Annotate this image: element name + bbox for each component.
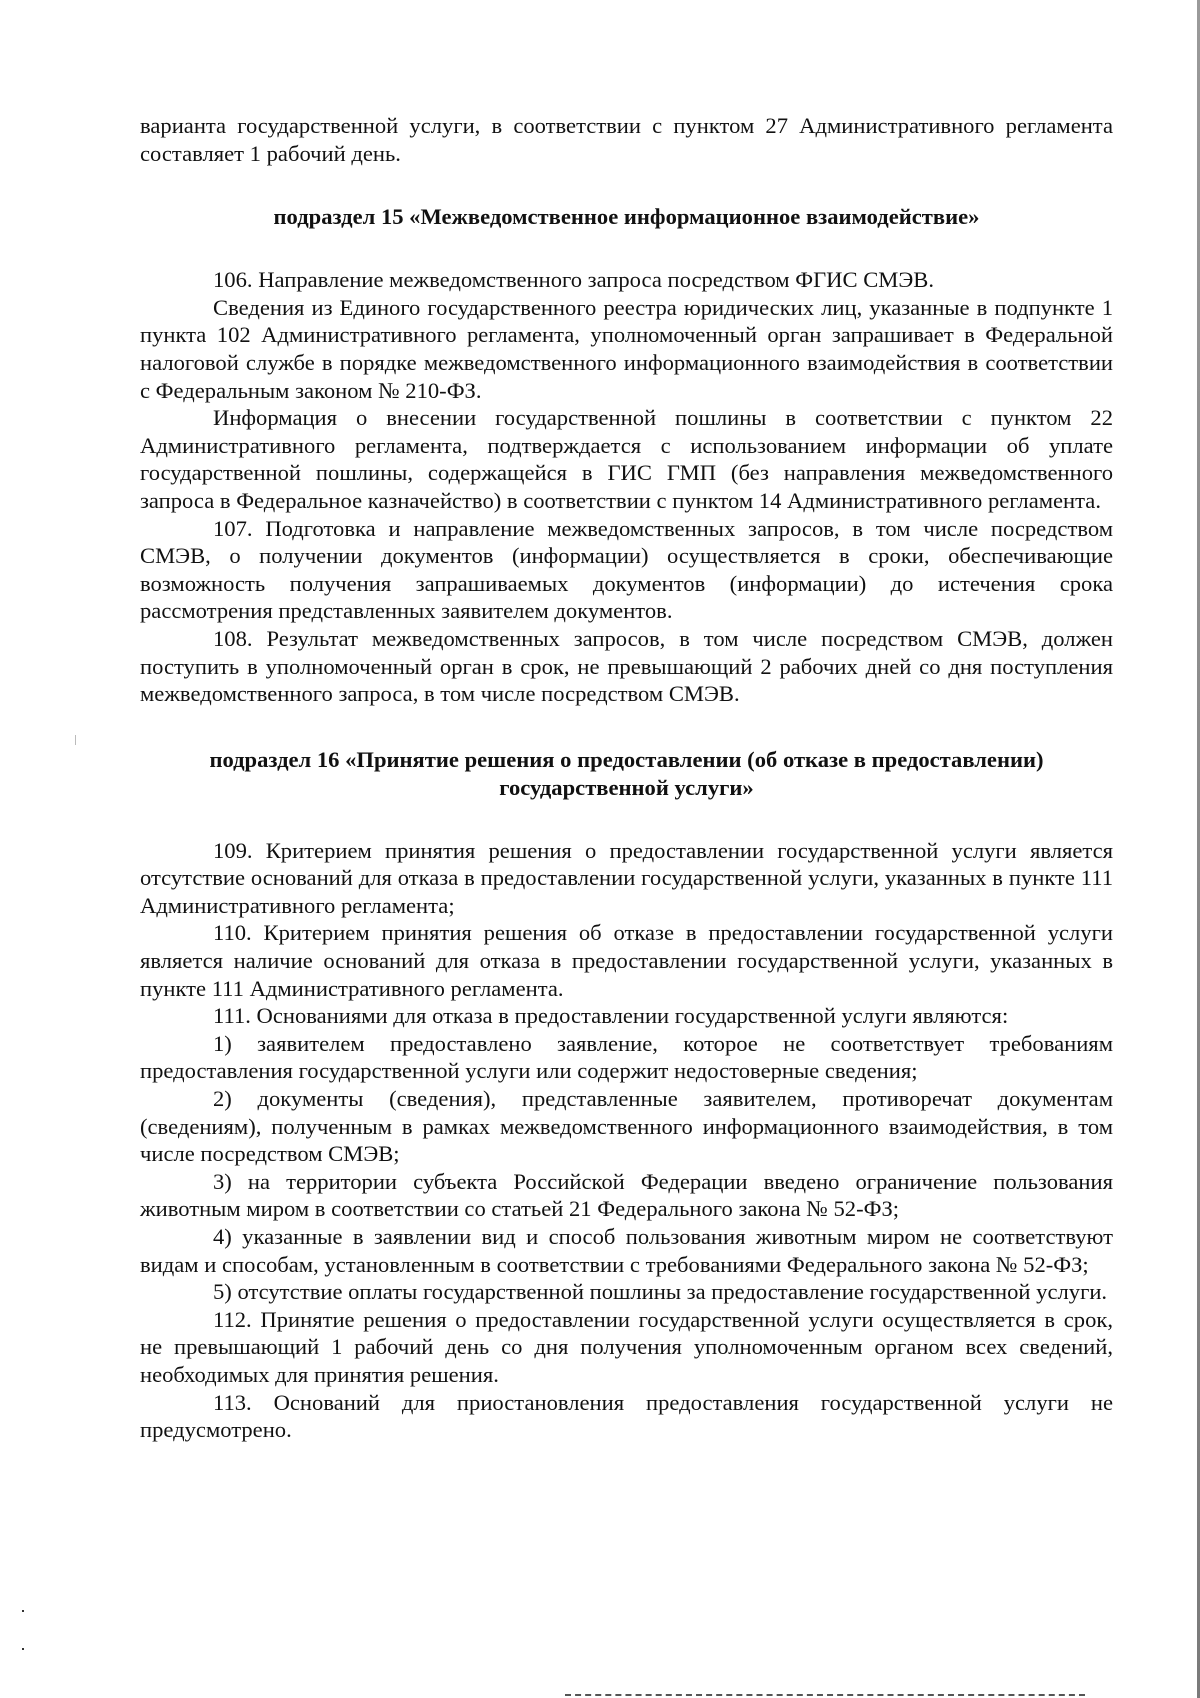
paragraph-106: 106. Направление межведомственного запроса посредством ФГИС СМЭВ. — [213, 267, 934, 293]
section-15-heading: подраздел 15 «Межведомственное информационное взаимодействие» — [273, 204, 980, 230]
paragraph-egrul-info: Сведения из Единого государственного реестра юридических лиц, указанные в подпункте 1 пункта 102 Административного регламента, уполномоченный орган запрашивает в Федеральной налоговой службе в порядке межведомственного информационного взаимодействия в соответствии с Федеральным законом № 210-ФЗ. — [140, 294, 1113, 403]
paragraph-108: 108. Результат межведомственных запросов, в том числе посредством СМЭВ, должен поступить в уполномоченный орган в срок, не превышающий 2 рабочих дней со дня поступления межведомственного запроса, в том числе посредством СМЭВ. — [140, 625, 1113, 707]
scan-dot — [22, 1648, 24, 1650]
paragraph-107: 107. Подготовка и направление межведомственных запросов, в том числе посредством СМЭВ, о получении документов (информации) осуществляется в сроки, обеспечивающие возможность получения запрашиваемых документов (информации) до истечения срока рассмотрения представленных заявителем документов. — [140, 515, 1113, 624]
section-16-heading-line-2: государственной услуги» — [499, 774, 754, 800]
paragraph-113: 113. Оснований для приостановления предоставления государственной услуги не предусмотрено. — [140, 1389, 1113, 1443]
section-16-heading — [140, 746, 1113, 802]
paragraph-111: 111. Основаниями для отказа в предоставлении государственной услуги являются: — [213, 1003, 1009, 1029]
document-page — [140, 112, 1113, 1444]
paragraph-110: 110. Критерием принятия решения об отказе в предоставлении государственной услуги является наличие оснований для отказа в предоставлении государственной услуги, указанных в пункте 111 Административного регламента. — [140, 920, 1113, 1001]
refusal-ground-2: 2) документы (сведения), представленные заявителем, противоречат документам (сведениям), полученным в рамках межведомственного информационного взаимодействия, в том числе посредством СМЭВ; — [140, 1086, 1113, 1167]
refusal-ground-1: 1) заявителем предоставлено заявление, которое не соответствует требованиям предоставления государственной услуги или содержит недостоверные сведения; — [140, 1030, 1113, 1084]
refusal-ground-5: 5) отсутствие оплаты государственной пошлины за предоставление государственной услуги. — [213, 1279, 1108, 1305]
scan-faint-mark — [75, 735, 76, 745]
paragraph-109: 109. Критерием принятия решения о предоставлении государственной услуги является отсутствие оснований для отказа в предоставлении государственной услуги, указанных в пункте 111 Административного регламента; — [140, 837, 1113, 918]
scan-bottom-dashed-line — [565, 1694, 1085, 1696]
intro-continuation-paragraph: варианта государственной услуги, в соответствии с пунктом 27 Административного регламента составляет 1 рабочий день. — [140, 113, 1113, 166]
scan-dot — [22, 1610, 24, 1612]
refusal-ground-4: 4) указанные в заявлении вид и способ пользования животным миром не соответствуют видам и способам, установленным в соответствии с требованиями Федерального закона № 52-ФЗ; — [140, 1224, 1113, 1277]
paragraph-state-duty-info: Информация о внесении государственной пошлины в соответствии с пунктом 22 Административного регламента, подтверждается с использованием информации об уплате государственной пошлины, содержащейся в ГИС ГМП (без направления межведомственного запроса в Федеральное казначейство) в соответствии с пунктом 14 Административного регламента. — [140, 405, 1113, 513]
paragraph-112: 112. Принятие решения о предоставлении государственной услуги осуществляется в срок, не превышающий 1 рабочий день со дня получения уполномоченным органом всех сведений, необходимых для принятия решения. — [140, 1306, 1113, 1387]
section-16-heading-line-1: подраздел 16 «Принятие решения о предоставлении (об отказе в предоставлении) — [209, 746, 1044, 772]
refusal-ground-3: 3) на территории субъекта Российской Федерации введено ограничение пользования животным миром в соответствии со статьей 21 Федерального закона № 52-ФЗ; — [140, 1168, 1113, 1222]
